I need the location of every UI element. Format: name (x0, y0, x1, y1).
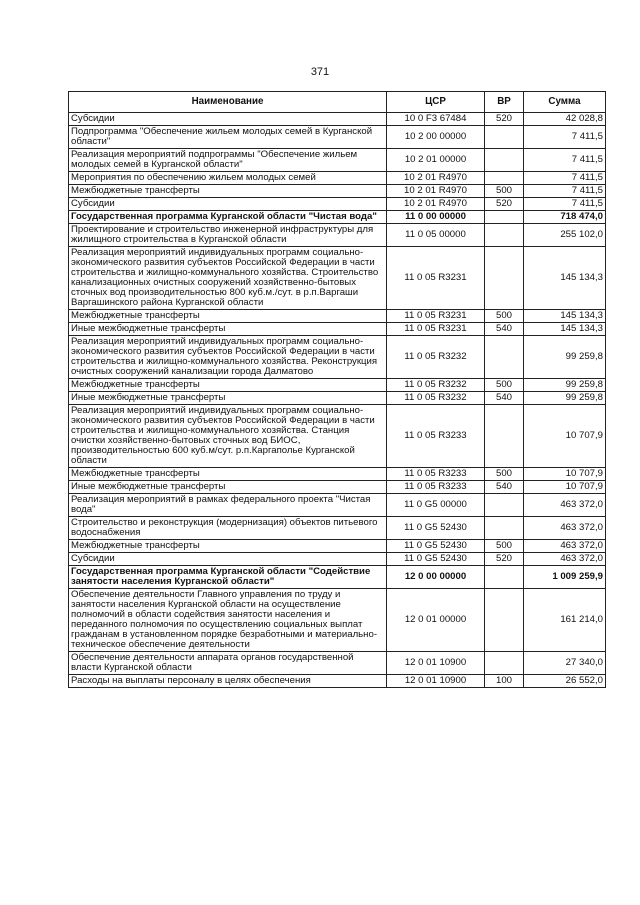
cell-csr: 12 0 01 10900 (387, 675, 485, 688)
table-row (69, 481, 606, 494)
cell-csr: 10 2 00 00000 (387, 126, 485, 149)
table-row (69, 336, 606, 379)
header-csr: ЦСР (387, 92, 485, 113)
table-row (69, 149, 606, 172)
cell-sum: 7 411,5 (524, 126, 606, 149)
cell-vr: 540 (485, 323, 524, 336)
cell-csr: 11 0 00 00000 (387, 211, 485, 224)
cell-vr: 500 (485, 310, 524, 323)
cell-name: Проектирование и строительство инженерной инфраструктуры для жилищного строительства в Курганской области (69, 224, 387, 247)
table-row (69, 652, 606, 675)
cell-csr: 11 0 05 R3231 (387, 247, 485, 310)
cell-vr: 520 (485, 113, 524, 126)
cell-name: Межбюджетные трансферты (69, 540, 387, 553)
cell-sum: 718 474,0 (524, 211, 606, 224)
cell-name: Межбюджетные трансферты (69, 185, 387, 198)
cell-sum: 99 259,8 (524, 336, 606, 379)
cell-sum: 463 372,0 (524, 553, 606, 566)
table-row (69, 392, 606, 405)
cell-csr: 11 0 G5 52430 (387, 553, 485, 566)
cell-vr (485, 652, 524, 675)
cell-csr: 12 0 00 00000 (387, 566, 485, 589)
cell-csr: 11 0 05 R3232 (387, 392, 485, 405)
cell-name: Мероприятия по обеспечению жильем молодых семей (69, 172, 387, 185)
table-row (69, 198, 606, 211)
cell-csr: 12 0 01 10900 (387, 652, 485, 675)
cell-csr: 11 0 05 00000 (387, 224, 485, 247)
cell-sum: 26 552,0 (524, 675, 606, 688)
cell-sum: 145 134,3 (524, 247, 606, 310)
table-row (69, 405, 606, 468)
cell-name: Реализация мероприятий подпрограммы "Обеспечение жильем молодых семей в Курганской области" (69, 149, 387, 172)
cell-csr: 11 0 05 R3232 (387, 336, 485, 379)
cell-csr: 10 2 01 R4970 (387, 185, 485, 198)
cell-vr (485, 247, 524, 310)
cell-name: Иные межбюджетные трансферты (69, 323, 387, 336)
cell-vr: 540 (485, 392, 524, 405)
cell-sum: 7 411,5 (524, 198, 606, 211)
cell-name: Строительство и реконструкция (модернизация) объектов питьевого водоснабжения (69, 517, 387, 540)
table-row (69, 494, 606, 517)
cell-vr (485, 566, 524, 589)
cell-vr (485, 494, 524, 517)
table-row (69, 675, 606, 688)
cell-sum: 10 707,9 (524, 481, 606, 494)
cell-vr (485, 126, 524, 149)
cell-sum: 27 340,0 (524, 652, 606, 675)
cell-vr: 520 (485, 553, 524, 566)
cell-csr: 11 0 G5 52430 (387, 540, 485, 553)
cell-vr (485, 224, 524, 247)
cell-vr (485, 211, 524, 224)
cell-csr: 10 2 01 R4970 (387, 172, 485, 185)
table-header-row (69, 92, 606, 113)
cell-vr: 500 (485, 468, 524, 481)
cell-vr: 100 (485, 675, 524, 688)
cell-name: Подпрограмма "Обеспечение жильем молодых семей в Курганской области" (69, 126, 387, 149)
cell-csr: 12 0 01 00000 (387, 589, 485, 652)
cell-name: Государственная программа Курганской области "Содействие занятости населения Курганской области" (69, 566, 387, 589)
table-row (69, 566, 606, 589)
cell-vr (485, 149, 524, 172)
header-vr: ВР (485, 92, 524, 113)
table-row (69, 211, 606, 224)
cell-sum: 7 411,5 (524, 149, 606, 172)
table-row (69, 540, 606, 553)
cell-sum: 145 134,3 (524, 323, 606, 336)
table-row (69, 224, 606, 247)
cell-name: Иные межбюджетные трансферты (69, 481, 387, 494)
cell-sum: 255 102,0 (524, 224, 606, 247)
table-row (69, 185, 606, 198)
cell-csr: 10 2 01 R4970 (387, 198, 485, 211)
cell-name: Реализация мероприятий индивидуальных программ социально-экономического развития субъектов Российской Федерации в части строительства и жилищно-коммунального хозяйства. Реконструкция очистных сооружений канализации города Далматово (69, 336, 387, 379)
table-row (69, 113, 606, 126)
table-row (69, 172, 606, 185)
table-row (69, 517, 606, 540)
cell-sum: 463 372,0 (524, 540, 606, 553)
cell-sum: 463 372,0 (524, 494, 606, 517)
cell-sum: 1 009 259,9 (524, 566, 606, 589)
cell-name: Межбюджетные трансферты (69, 379, 387, 392)
table-row (69, 323, 606, 336)
cell-vr (485, 405, 524, 468)
header-name: Наименование (69, 92, 387, 113)
header-sum: Сумма (524, 92, 606, 113)
table-row (69, 247, 606, 310)
cell-name: Субсидии (69, 113, 387, 126)
cell-vr: 500 (485, 185, 524, 198)
cell-sum: 10 707,9 (524, 468, 606, 481)
cell-vr: 520 (485, 198, 524, 211)
cell-sum: 7 411,5 (524, 185, 606, 198)
cell-sum: 161 214,0 (524, 589, 606, 652)
table-body (69, 113, 606, 688)
cell-name: Расходы на выплаты персоналу в целях обеспечения (69, 675, 387, 688)
cell-csr: 11 0 G5 00000 (387, 494, 485, 517)
cell-name: Реализация мероприятий индивидуальных программ социально-экономического развития субъектов Российской Федерации в части строительства и жилищно-коммунального хозяйства. Станция очистки хозяйственно-бытовых сточных вод БИОС, производительностью 600 куб.м/сут. р.п.Каргаполье Курганской области (69, 405, 387, 468)
cell-vr (485, 336, 524, 379)
cell-name: Межбюджетные трансферты (69, 310, 387, 323)
cell-name: Реализация мероприятий индивидуальных программ социально-экономического развития субъектов Российской Федерации в части строительства и жилищно-коммунального хозяйства. Строительство канализационных очистных сооружений хозяйственно-бытовых сточных вод производительностью 800 куб.м./сут. в р.п.Варгаши Варгашинского района Курганской области (69, 247, 387, 310)
cell-sum: 99 259,8 (524, 392, 606, 405)
cell-name: Обеспечение деятельности Главного управления по труду и занятости населения Курганской области на осуществление полномочий в области содействия занятости населения и переданного полномочия по осуществлению социальных выплат гражданам в установленном порядке безработными и материально-техническое обеспечение деятельности (69, 589, 387, 652)
cell-csr: 11 0 05 R3233 (387, 468, 485, 481)
cell-sum: 42 028,8 (524, 113, 606, 126)
table-row (69, 379, 606, 392)
cell-csr: 11 0 05 R3233 (387, 481, 485, 494)
table-row (69, 468, 606, 481)
cell-csr: 11 0 05 R3231 (387, 323, 485, 336)
cell-sum: 7 411,5 (524, 172, 606, 185)
cell-name: Межбюджетные трансферты (69, 468, 387, 481)
cell-name: Иные межбюджетные трансферты (69, 392, 387, 405)
cell-name: Государственная программа Курганской области "Чистая вода" (69, 211, 387, 224)
cell-sum: 145 134,3 (524, 310, 606, 323)
cell-name: Субсидии (69, 553, 387, 566)
cell-csr: 11 0 05 R3232 (387, 379, 485, 392)
cell-name: Субсидии (69, 198, 387, 211)
cell-csr: 11 0 G5 52430 (387, 517, 485, 540)
cell-sum: 463 372,0 (524, 517, 606, 540)
cell-csr: 10 2 01 00000 (387, 149, 485, 172)
cell-name: Обеспечение деятельности аппарата органов государственной власти Курганской области (69, 652, 387, 675)
page-number: 371 (310, 66, 330, 78)
cell-vr (485, 172, 524, 185)
budget-table (68, 91, 606, 688)
cell-vr: 500 (485, 540, 524, 553)
cell-csr: 11 0 05 R3233 (387, 405, 485, 468)
table-row (69, 553, 606, 566)
cell-vr (485, 589, 524, 652)
cell-sum: 10 707,9 (524, 405, 606, 468)
cell-vr: 540 (485, 481, 524, 494)
cell-csr: 10 0 F3 67484 (387, 113, 485, 126)
cell-sum: 99 259,8 (524, 379, 606, 392)
cell-vr: 500 (485, 379, 524, 392)
cell-name: Реализация мероприятий в рамках федерального проекта "Чистая вода" (69, 494, 387, 517)
cell-csr: 11 0 05 R3231 (387, 310, 485, 323)
table-row (69, 589, 606, 652)
cell-vr (485, 517, 524, 540)
table-row (69, 310, 606, 323)
table-row (69, 126, 606, 149)
